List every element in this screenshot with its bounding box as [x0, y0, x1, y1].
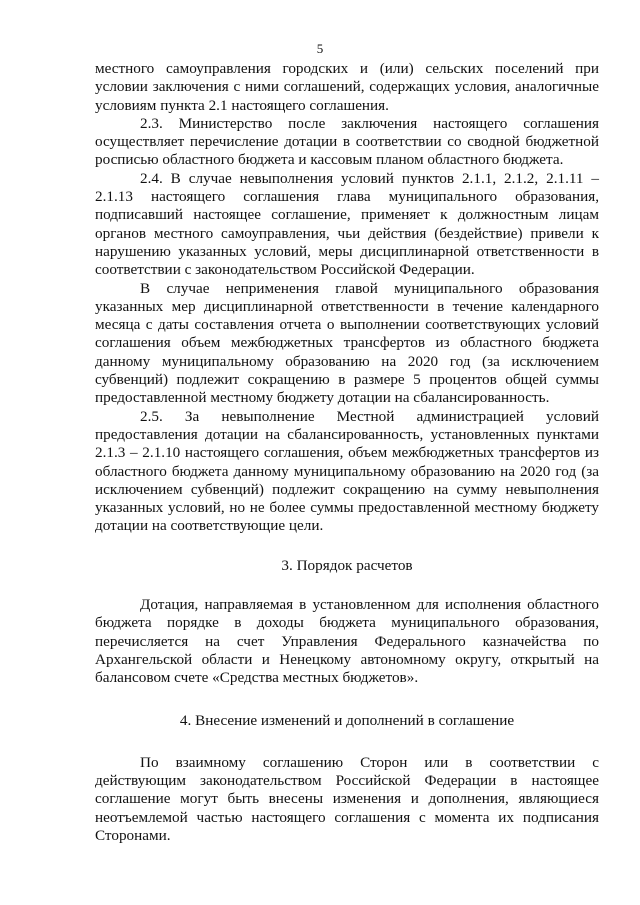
paragraph-payment-order: Дотация, направляемая в установленном для исполнения областного бюджета порядке в доходы бюджета муниципального образования, перечисляется на счет Управления Федерального казначейства по Архангельской области и Ненецкому автономному округу, открытый на балансовом счете «Средства местных бюджетов». — [95, 596, 599, 687]
paragraph-amendments: По взаимному соглашению Сторон или в соответствии с действующим законодательством Российской Федерации в настоящее соглашение могут быть внесены изменения и дополнения, являющиеся неотъемлемой частью настоящего соглашения с момента их подписания Сторонами. — [95, 753, 599, 844]
paragraph-2-4-sanction: В случае неприменения главой муниципального образования указанных мер дисциплинарной ответственности в течение календарного месяца с даты составления отчета о выполнении соответствующих условий соглашения объем межбюджетных трансфертов из областного бюджета данному муниципальному образованию на 2020 год (за исключением субвенций) подлежит сокращению в размере 5 процентов общей суммы предоставленной местному бюджету дотации на сбалансированность. — [95, 279, 599, 407]
paragraph-2-5: 2.5. За невыполнение Местной администрацией условий предоставления дотации на сбалансированность, установленных пунктами 2.1.3 – 2.1.10 настоящего соглашения, объем межбюджетных трансфертов из областного бюджета данному муниципальному образованию на 2020 год (за исключением субвенций) подлежит сокращению на сумму невыполнения указанных условий, но не более суммы предоставленной местному бюджету дотации на соответствующие цели. — [95, 407, 599, 535]
paragraph-continuation: местного самоуправления городских и (или) сельских поселений при условии заключения с ними соглашений, содержащих условия, аналогичные условиям пункта 2.1 настоящего соглашения. — [95, 60, 599, 114]
section-heading-amendments: 4. Внесение изменений и дополнений в соглашение — [179, 711, 515, 729]
section-heading-payment-order: 3. Порядок расчетов — [281, 556, 413, 574]
page-number: 5 — [316, 41, 324, 56]
paragraph-2-4: 2.4. В случае невыполнения условий пунктов 2.1.1, 2.1.2, 2.1.11 – 2.1.13 настоящего соглашения глава муниципального образования, подписавший настоящее соглашение, применяет к должностным лицам органов местного самоуправления, чьи действия (бездействие) привели к нарушению указанных условий, меры дисциплинарной ответственности в соответствии с законодательством Российской Федерации. — [95, 169, 599, 279]
document-body — [95, 60, 599, 845]
paragraph-2-3: 2.3. Министерство после заключения настоящего соглашения осуществляет перечисление дотации в соответствии со сводной бюджетной росписью областного бюджета и кассовым планом областного бюджета. — [95, 114, 599, 169]
